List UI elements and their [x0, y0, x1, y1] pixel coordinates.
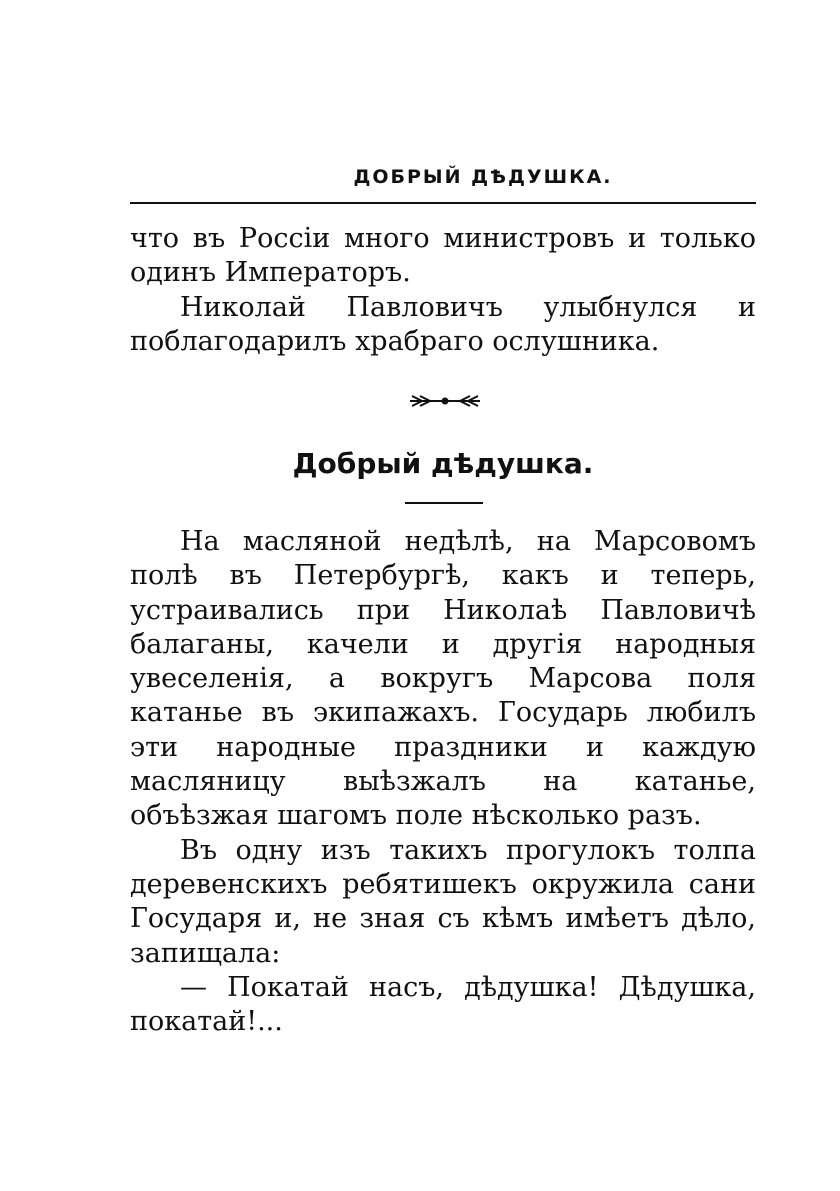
fleuron-ornament-icon — [400, 390, 490, 412]
body-paragraph-1: На масляной недѣлѣ, на Марсовомъ полѣ въ Петербургѣ, какъ и теперь, устраивались при Николаѣ Павловичѣ балаганы, качели и другія народныя увеселенія, а вокругъ Марсова поля катанье въ экипажахъ. Государь любилъ эти народные праздники и каждую масляницу выѣзжалъ на катанье, объѣзжая шагомъ поле нѣсколько разъ. — [130, 526, 756, 832]
section-body — [130, 525, 756, 1039]
continuation-paragraph-1: что въ Россіи много министровъ и только одинъ Императоръ. — [130, 223, 756, 289]
running-head: ДОБРЫЙ ДѢДУШКА. — [353, 166, 613, 188]
header-rule — [130, 202, 756, 204]
section-title: Добрый дѣдушка. — [292, 447, 594, 480]
continuation-text — [130, 222, 756, 359]
title-rule — [405, 502, 483, 504]
body-paragraph-3: — Покатай насъ, дѣдушка! Дѣдушка, покатай!... — [130, 971, 756, 1038]
body-paragraph-2: Въ одну изъ такихъ прогулокъ толпа деревенскихъ ребятишекъ окружила сани Государя и, не зная съ кѣмъ имѣетъ дѣло, запищала: — [130, 834, 756, 969]
continuation-paragraph-2: Николай Павловичъ улыбнулся и поблагодарилъ храбраго ослушника. — [130, 291, 756, 357]
